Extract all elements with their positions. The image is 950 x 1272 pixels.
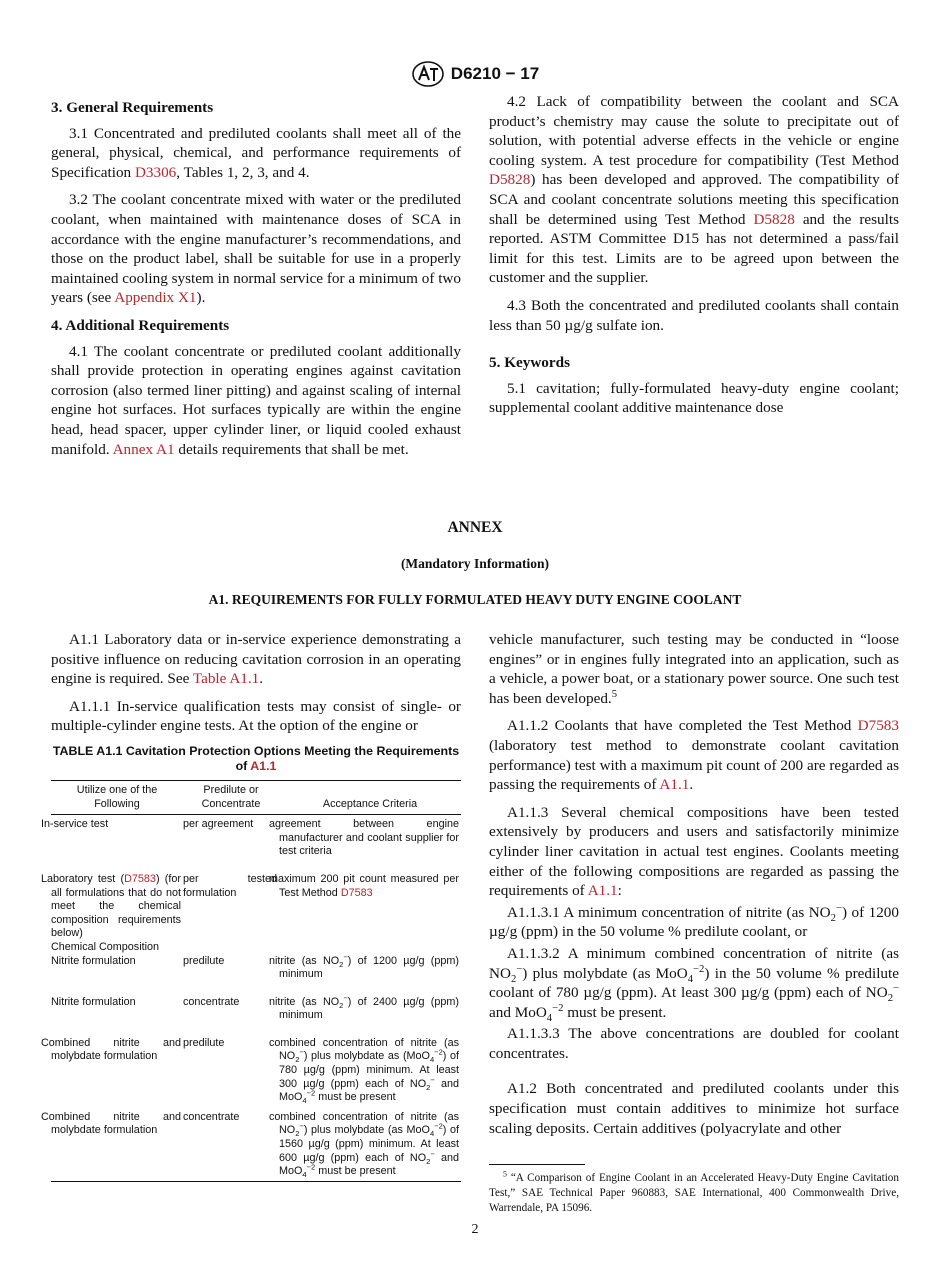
paragraph-3-1: 3.1 Concentrated and prediluted coolants shall meet all of the general, physical, chemical, and performance requirements of Specification D3306, Tables 1, 2, 3, and 4. [51, 124, 461, 181]
table-cell: Chemical Composition [51, 940, 160, 953]
paragraph-a1-2: A1.2 Both concentrated and prediluted coolants under this specification must contain additives to minimize hot surface scaling deposits. Certain additives (polyacrylate and other [489, 1080, 899, 1137]
table-row [51, 1105, 461, 1181]
left-column-top [51, 92, 461, 467]
table-row [51, 815, 461, 859]
paragraph-a1-1-1-cont: vehicle manufacturer, such testing may be conducted in “loose engines” or in engines fully integrated into an application, such as a vehicle, a power boat, or a stationary power source. One such test has been developed.$^5$ [489, 631, 899, 707]
link-d7583-c[interactable]: D7583 [857, 717, 899, 735]
page-number: 2 [471, 1222, 479, 1237]
table-row [51, 1023, 461, 1105]
right-column-bottom [489, 630, 899, 1216]
annex-subtitle: (Mandatory Information) [400, 556, 550, 571]
paragraph-4-1: 4.1 The coolant concentrate or prediluted coolant additionally shall provide protection in operating engines against cavitation corrosion (also termed liner pitting) and against scaling of internal engine hot surfaces. Hot surfaces typically are within the engine head, head spacer, upper cylinder liner, or liquid cooled exhaust manifold. Annex A1 details requirements that shall be met. [51, 342, 461, 458]
section-4-title: 4. Additional Requirements [51, 316, 230, 334]
table-cell: Nitrite formulation [51, 995, 136, 1008]
link-appendix-x1[interactable]: Appendix X1 [114, 289, 197, 307]
table-cell: nitrite (as $NO_2^-$) of 1200 µg/g (ppm) minimum [269, 951, 459, 981]
paragraph-3-2: 3.2 The coolant concentrate mixed with water or the prediluted coolant, when maintained with maintenance doses of SCA in accordance with the engine manufacturer’s recommendations, and those on the product label, shall be suitable for use in a properly maintained cooling system in normal service for a minimum of two years (see Appendix X1). [51, 191, 461, 307]
table-cell: per agreement [183, 818, 254, 831]
footnote: $^5$ “A Comparison of Engine Coolant in an Accelerated Heavy-Duty Engine Cavitation Test,” SAE Technical Paper 960883, SAE International, 400 Commonwealth Drive, Warrendale, PA 15096. [489, 1169, 899, 1215]
link-a1-1-caption[interactable]: A1.1 [250, 758, 277, 773]
paragraph-a1-1-2: A1.1.2 Coolants that have completed the Test Method D7583 (laboratory test method to demonstrate coolant cavitation performance) test with a maximum pit count of 200 are regarded as passing the requirements of A1.1. [489, 717, 899, 794]
link-d5828-a[interactable]: D5828 [489, 171, 531, 189]
paragraph-a1-1-3: A1.1.3 Several chemical compositions have been tested extensively by producers and users and satisfactorily minimize cylinder liner cavitation in actual test engines. Coolants meeting either of the following compositions are regarded as passing the requirements of A1.1: [489, 803, 899, 900]
table-cell: Combined nitrite and molybdate formulation [51, 1105, 183, 1181]
link-a1-1-c[interactable]: A1.1 [587, 882, 618, 900]
link-d7583-b[interactable]: D7583 [340, 886, 373, 899]
cavitation-table [41, 780, 461, 1182]
document-id: D6210 − 17 [450, 64, 540, 83]
link-d7583-a[interactable]: D7583 [124, 872, 156, 885]
section-3-title: 3. General Requirements [51, 99, 214, 116]
table-cell: Nitrite formulation [51, 954, 136, 967]
annex-title: ANNEX [447, 519, 503, 536]
table-cell: In-service test [41, 818, 109, 831]
paragraph-4-3: 4.3 Both the concentrated and prediluted coolants shall contain less than 50 µg/g sulfate ion. [489, 296, 899, 334]
link-a1-1-b[interactable]: A1.1 [659, 776, 690, 794]
table-row [51, 955, 461, 982]
table-row [51, 941, 461, 955]
table-header: Utilize one of the Following [51, 780, 183, 814]
table-cell: Combined nitrite and molybdate formulation [41, 1036, 181, 1063]
table-cell: agreement between engine manufacturer and coolant supplier for test criteria [269, 818, 459, 858]
table-cell: per tested formulation [183, 872, 277, 899]
paragraph-5-1: 5.1 cavitation; fully-formulated heavy-duty engine coolant; supplemental coolant additive maintenance dose [489, 379, 899, 417]
link-annex-a1[interactable]: Annex A1 [112, 440, 175, 458]
table-cell: concentrate [183, 1105, 279, 1181]
table-header: Predilute or Concentrate [183, 780, 279, 814]
right-column-top [489, 92, 899, 426]
astm-logo-icon [411, 60, 445, 88]
paragraph-a1-1-3-2: A1.1.3.2 A minimum combined concentration of nitrite (as $NO_2^-$) plus molybdate (as MoO$_4^{-2}$) in the 50 volume % predilute coolant of 780 µg/g (ppm). At least 300 µg/g (ppm) each of $NO_2^-$ and MoO$_4^{-2}$ must be present. [489, 944, 899, 1024]
table-cell: Laboratory test (D7583) (for all formulations that do not meet the chemical composition requirements below) [41, 872, 181, 940]
paragraph-a1-1: A1.1 Laboratory data or in-service experience demonstrating a positive influence on reducing cavitation corrosion in an operating engine is required. See Table A1.1. [51, 631, 461, 688]
table-row [51, 859, 461, 941]
link-table-a1-1[interactable]: Table A1.1 [192, 670, 260, 688]
table-cell: maximum 200 pit count measured per Test Method D7583 [269, 872, 459, 899]
table-cell: predilute [183, 1036, 225, 1049]
link-d5828-b[interactable]: D5828 [753, 210, 795, 228]
table-header: Acceptance Criteria [279, 780, 461, 814]
paragraph-4-2: 4.2 Lack of compatibility between the coolant and SCA product’s chemistry may cause the solute to precipitate out of solution, with potential adverse effects in the vehicle or engine cooling system. A test procedure for compatibility (Test Method D5828) has been developed and approved. The compatibility of SCA and coolant concentrate solutions meeting this specification shall be determined using Test Method D5828 and the results reported. ASTM Committee D15 has not determined a pass/fail limit for this test. Limits are to be agreed upon between the customer and the supplier. [489, 93, 899, 287]
table-cell: concentrate [183, 995, 240, 1008]
paragraph-a1-1-3-1: A1.1.3.1 A minimum concentration of nitrite (as $NO_2^-$) of 1200 µg/g (ppm) in the 50 volume % predilute coolant, or [489, 902, 899, 941]
table-cell: combined concentration of nitrite (as $NO_2^-$) plus molybdate (as MoO$_4^{-2}$) of 1560 µg/g (ppm) minimum. At least 600 µg/g (ppm) each of $NO_2^-$ and MoO$_4^{-2}$ must be present [279, 1105, 461, 1181]
page-header [0, 60, 950, 88]
footnote-divider [489, 1164, 585, 1165]
section-5-title: 5. Keywords [489, 354, 570, 372]
link-d3306[interactable]: D3306 [134, 163, 177, 181]
table-caption: TABLE A1.1 Cavitation Protection Options Meeting the Requirements of A1.1 [52, 743, 460, 773]
paragraph-a1-1-3-3: A1.1.3.3 The above concentrations are doubled for coolant concentrates. [489, 1025, 899, 1062]
table-cell: combined concentration of nitrite (as $NO_2^-$) plus molybdate as (MoO$_4^{-2}$) of 780 µg/g (ppm) minimum. At least 300 µg/g (ppm) each of $NO_2^-$ and MoO$_4^{-2}$ must be present [269, 1036, 459, 1106]
footnote-ref[interactable]: 5 [611, 688, 618, 700]
paragraph-a1-1-1-start: A1.1.1 In-service qualification tests may consist of single- or multiple-cylinder engine tests. At the option of the engine or [51, 697, 461, 735]
left-column-bottom [41, 630, 461, 1182]
table-cell: predilute [183, 954, 225, 967]
table-header-row [51, 780, 461, 814]
table-row [51, 982, 461, 1023]
table-cell: nitrite (as $NO_2^-$) of 2400 µg/g (ppm) minimum [269, 993, 459, 1022]
annex-heading: A1. REQUIREMENTS FOR FULLY FORMULATED HEAVY DUTY ENGINE COOLANT [208, 592, 742, 607]
